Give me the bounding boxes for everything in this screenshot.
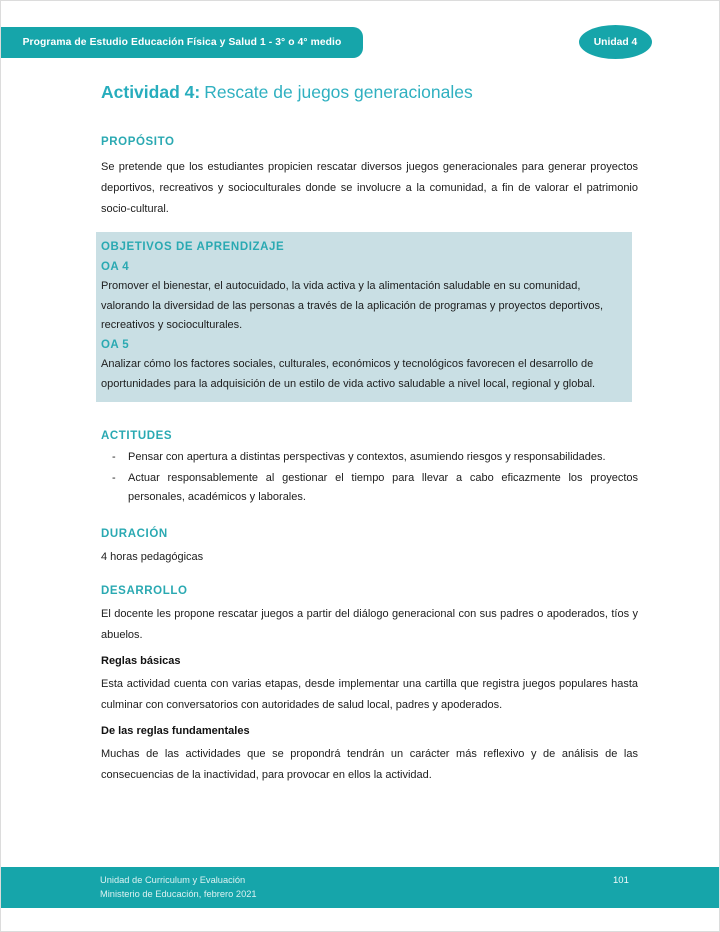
- actitudes-list: [101, 448, 638, 509]
- program-title-badge: [1, 27, 363, 58]
- oa5-label: OA 5: [101, 338, 130, 351]
- unit-badge-text: Unidad 4: [593, 36, 638, 48]
- duracion-heading: DURACIÓN: [101, 528, 168, 540]
- program-title-text: Programa de Estudio Educación Física y Salud 1 - 3° o 4° medio: [22, 37, 342, 48]
- reglas-fundamentales-body: Muchas de las actividades que se propondrá tendrán un carácter más reflexivo y de análisis de las consecuencias de la inactividad, para provocar en ellos la actividad.: [101, 748, 638, 781]
- list-item: [101, 469, 638, 507]
- list-item-text: Pensar con apertura a distintas perspectivas y contextos, asumiendo riesgos y responsabilidades.: [128, 451, 606, 463]
- activity-name: Rescate de juegos generacionales: [204, 82, 473, 102]
- dash-bullet: -: [112, 451, 116, 463]
- desarrollo-heading: DESARROLLO: [101, 585, 188, 597]
- oa4-label: OA 4: [101, 260, 130, 273]
- page-title: [101, 82, 473, 103]
- reglas-fundamentales-heading: De las reglas fundamentales: [101, 725, 250, 737]
- proposito-body: Se pretende que los estudiantes propicien rescatar diversos juegos generacionales para generar proyectos deportivos, recreativos y socioculturales donde se involucre a la comunidad, a fin de valorar el patrimonio socio-cultural.: [101, 161, 638, 215]
- oa5-body: Analizar cómo los factores sociales, culturales, económicos y tecnológicos favorecen el desarrollo de oportunidades para la adquisición de un estilo de vida activo saludable a nivel local, regional y global.: [101, 358, 596, 390]
- dash-bullet: -: [112, 472, 116, 484]
- footer-line2: Ministerio de Educación, febrero 2021: [100, 888, 257, 899]
- activity-number: Actividad 4:: [101, 82, 201, 102]
- reglas-basicas-heading: Reglas básicas: [101, 655, 181, 667]
- list-item: [101, 448, 638, 467]
- actitudes-heading: ACTITUDES: [101, 430, 173, 442]
- unit-badge: [579, 25, 652, 59]
- page-number: 101: [613, 875, 629, 886]
- proposito-heading: PROPÓSITO: [101, 136, 175, 148]
- desarrollo-body: El docente les propone rescatar juegos a partir del diálogo generacional con sus padres o apoderados, tíos y abuelos.: [101, 608, 638, 641]
- reglas-basicas-body: Esta actividad cuenta con varias etapas, desde implementar una cartilla que registra juegos populares hasta culminar con conversatorios con autoridades de salud local, padres y apoderados.: [101, 678, 638, 711]
- oa4-body: Promover el bienestar, el autocuidado, la vida activa y la alimentación saludable en su comunidad, valorando la diversidad de las personas a través de la aplicación de programas y proyectos deportivos, recreativos y socioculturales.: [101, 280, 604, 331]
- duracion-body: 4 horas pedagógicas: [101, 551, 204, 563]
- objetivos-heading: OBJETIVOS DE APRENDIZAJE: [101, 241, 285, 253]
- footer: [1, 867, 720, 908]
- list-item-text: Actuar responsablemente al gestionar el tiempo para llevar a cabo eficazmente los proyectos personales, académicos y laborales.: [128, 472, 638, 503]
- objetivos-box: [96, 232, 632, 402]
- footer-line1: Unidad de Curriculum y Evaluación: [100, 875, 246, 885]
